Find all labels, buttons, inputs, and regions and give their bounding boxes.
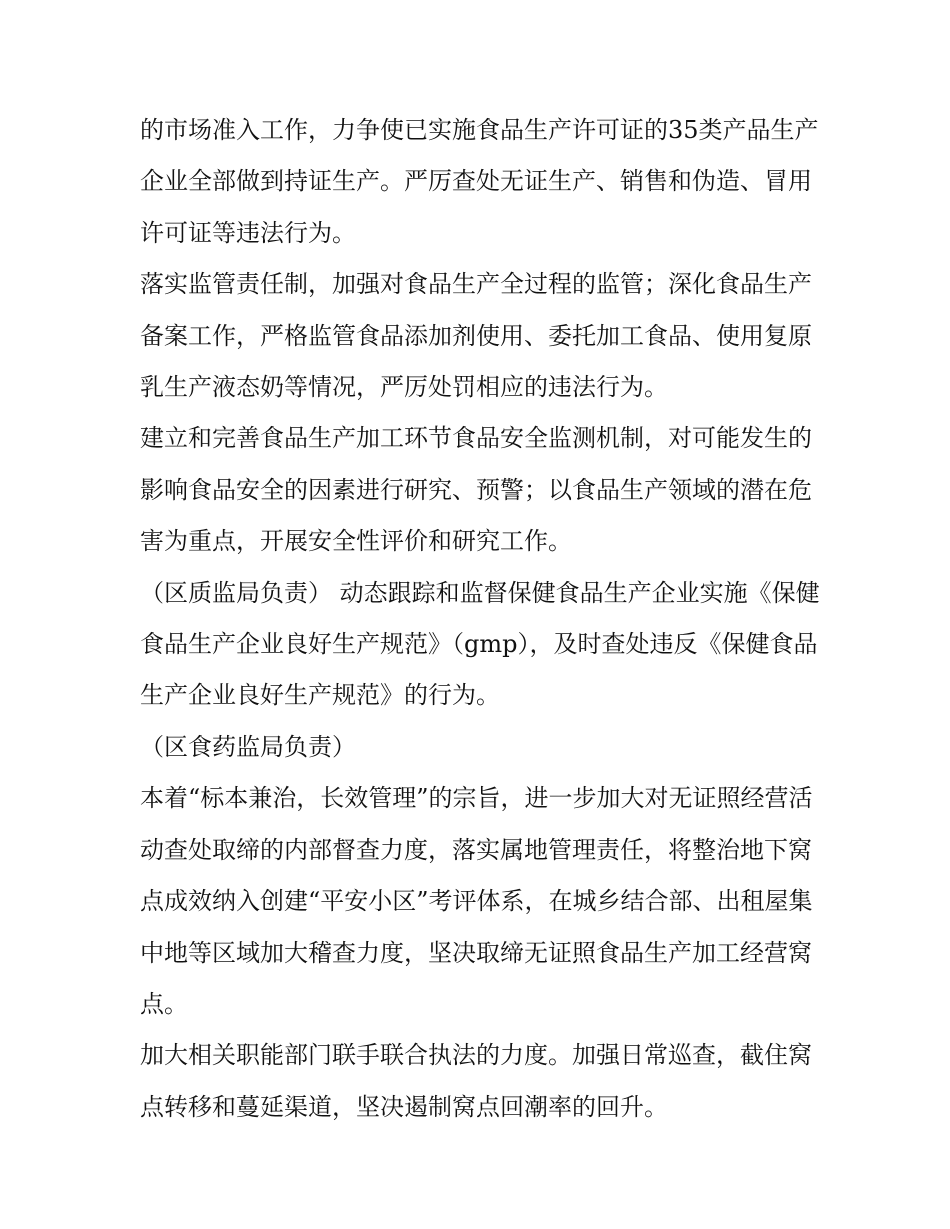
paragraph-7: 加大相关职能部门联手联合执法的力度。加强日常巡查，截住窝点转移和蔓延渠道，坚决遏制窝点回潮率的回升。: [140, 1041, 812, 1121]
paragraph-4: （区质监局负责） 动态跟踪和监督保健食品生产企业实施《保健食品生产企业良好生产规范》（gmp），及时查处违反《保健食品生产企业良好生产规范》的行为。: [140, 578, 820, 710]
paragraph-2: 落实监管责任制，加强对食品生产全过程的监管；深化食品生产备案工作，严格监管食品添加剂使用、委托加工食品、使用复原乳生产液态奶等情况，严厉处罚相应的违法行为。: [140, 270, 812, 402]
paragraph-5: （区食药监局负责）: [140, 732, 356, 761]
document-body: [140, 105, 820, 1133]
paragraph-1: 的市场准入工作，力争使已实施食品生产许可证的35类产品生产企业全部做到持证生产。严厉查处无证生产、销售和伪造、冒用许可证等违法行为。: [140, 116, 819, 247]
paragraph-6: 本着“标本兼治，长效管理”的宗旨，进一步加大对无证照经营活动查处取缔的内部督查力度，落实属地管理责任，将整治地下窝点成效纳入创建“平安小区”考评体系，在城乡结合部、出租屋集中地等区域加大稽查力度，坚决取缔无证照食品生产加工经营窝点。: [140, 784, 813, 1018]
paragraph-3: 建立和完善食品生产加工环节食品安全监测机制，对可能发生的影响食品安全的因素进行研究、预警；以食品生产领域的潜在危害为重点，开展安全性评价和研究工作。: [140, 424, 812, 556]
